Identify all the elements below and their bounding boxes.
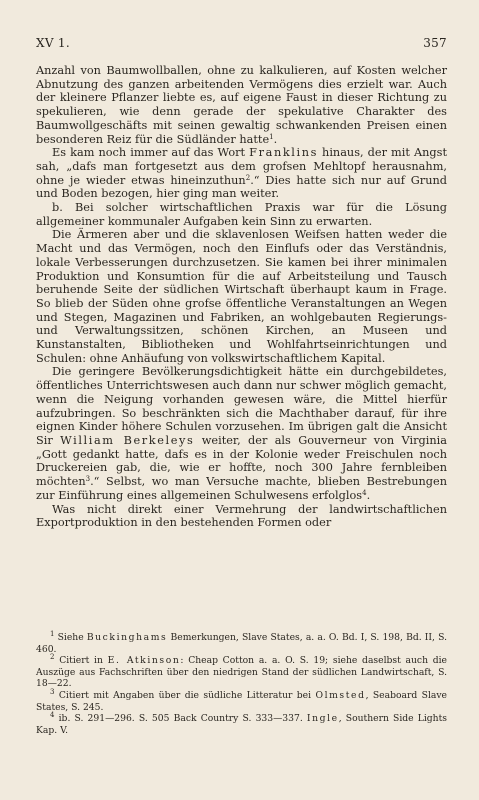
author-name: E. Atkinson (107, 655, 181, 667)
running-header (36, 36, 447, 60)
footnote-number: 2 (50, 653, 55, 662)
footnote: $^4$ ib. S. 291—296. S. 505 Back Country S. 333—337. Ingle, Southern Side Lights Kap. V. (36, 711, 447, 736)
paragraph: Was nicht direkt einer Vermehrung der landwirtschaftlichen Exportproduktion in den bestehenden Formen oder (36, 502, 447, 530)
main-text (36, 64, 447, 530)
paragraph: Es kam noch immer auf das Wort Franklins hinaus, der mit Angst sah, „dafs man fortgesetzt aus dem grofsen Mehltopf herausnahm, ohne je wieder etwas hineinzuthun$^2$.“ Dies hatte sich nur auf Grund und Boden bezogen, hier ging man weiter. (36, 146, 447, 201)
footnote-number: 3 (50, 687, 55, 696)
person-name: Franklins (249, 146, 318, 160)
paragraph: Anzahl von Baumwollballen, ohne zu kalkulieren, auf Kosten welcher Abnutzung des ganzen arbeitenden Vermögens dies erzielt war. Auch der kleinere Pflanzer liebte es, auf eigene Faust in dieser Richtung zu spekulieren, wie denn gerade der spekulative Charakter des Baumwollgeschäfts mit seinen gewaltig schwankenden Preisen einen besonderen Reiz für die Südländer hatte$^1$. (36, 64, 447, 146)
footnote-ref[interactable]: 4 (362, 488, 367, 497)
paragraph: Die geringere Bevölkerungsdichtigkeit hätte ein durchgebildetes, öffentliches Unterrichtswesen auch dann nur schwer möglich gemacht, wenn die Neigung vorhanden gewesen wäre, die Mittel hierfür aufzubringen. So beschränkten sich die Machthaber darauf, für ihre eignen Kinder höhere Schulen vorzusehen. Im übrigen galt die Ansicht Sir William Berkeleys weiter, der als Gouverneur von Virginia „Gott gedankt hatte, dafs es in der Kolonie weder Freischulen noch Druckereien gab, die, wie er hoffte, noch 300 Jahre fernbleiben möchten$^3$.“ Selbst, wo man Versuche machte, blieben Bestrebungen zur Einführung eines allgemeinen Schulwesens erfolglos$^4$. (36, 365, 448, 502)
footnote-number: 4 (50, 711, 55, 720)
page-number: 357 (423, 36, 447, 50)
chapter-marker: XV 1. (36, 36, 70, 50)
author-name: Olmsted (315, 689, 366, 701)
footnote: $^2$ Citiert in E. Atkinson: Cheap Cotton a. a. O. S. 19; siehe daselbst auch die Auszüge aus Fachschriften über den niedrigen Stand der südlichen Landwirtschaft, S. 18—22. (36, 653, 447, 690)
footnote: $^1$ Siehe Buckinghams Bemerkungen, Slave States, a. a. O. Bd. I, S. 198, Bd. II, S. 460. (36, 630, 447, 655)
paragraph: Die Ärmeren aber und die sklavenlosen Weifsen hatten weder die Macht und das Vermögen, noch den Einflufs oder das Verständnis, lokale Verbesserungen durchzusetzen. Sie kamen bei ihrer minimalen Produktion und Konsumtion für die auf Arbeitsteilung und Tausch beruhende Seite der südlichen Wirtschaft überhaupt kaum in Frage. So blieb der Süden ohne grofse öffentliche Veranstaltungen an Wegen und Stegen, Magazinen und Fabriken, an wohlgebauten Regierungs- und Verwaltungssitzen, schönen Kirchen, an Museen und Kunstanstalten, Bibliotheken und Wohlfahrtseinrichtungen und Schulen: ohne Anhäufung von volkswirtschaftlichem Kapital. (36, 228, 447, 365)
footnote-number: 1 (50, 630, 55, 638)
author-name: Buckinghams (86, 632, 168, 643)
section-heading-paragraph: b. Bei solcher wirtschaftlichen Praxis war für die Lösung allgemeiner kommunaler Aufgaben kein Sinn zu erwarten. (36, 201, 447, 228)
person-name: William Berkeleys (60, 433, 195, 447)
footnotes (36, 632, 447, 736)
footnote: $^3$ Citiert mit Angaben über die südliche Litteratur bei Olmsted, Seaboard Slave States, S. 245. (36, 687, 447, 713)
footnote-ref[interactable]: 3 (85, 475, 91, 484)
footnote-ref[interactable]: 1 (269, 132, 274, 141)
author-name: Ingle (306, 713, 339, 725)
footnote-ref[interactable]: 2 (245, 173, 251, 182)
